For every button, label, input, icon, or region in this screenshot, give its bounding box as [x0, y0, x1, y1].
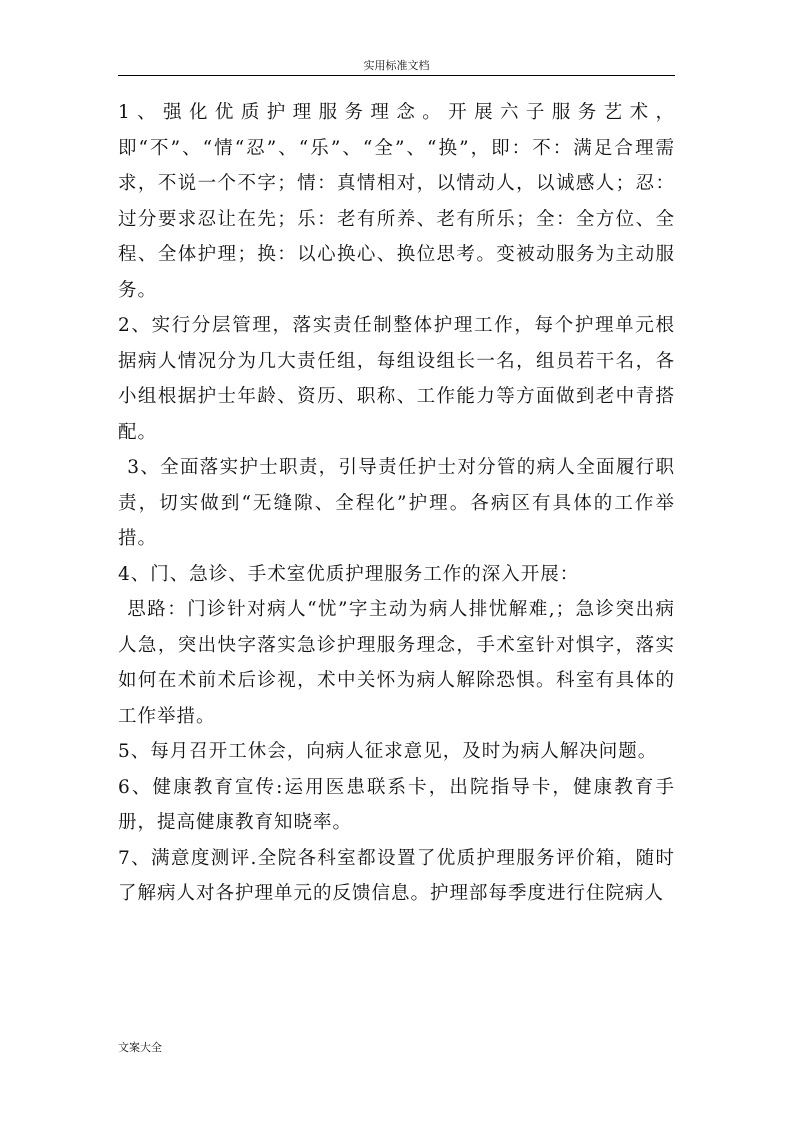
paragraph-5: 5、每月召开工休会，向病人征求意见，及时为病人解决问题。 — [118, 741, 658, 762]
page-header: 实用标准文档 — [363, 59, 430, 72]
paragraph-4: 4、门、急诊、手术室优质护理服务工作的深入开展： — [118, 563, 580, 585]
paragraph-7: 7、满意度测评.全院各科室都设置了优质护理服务评价箱，随时了解病人对各护理单元的反馈信息。护理部每季度进行住院病人 — [118, 847, 675, 904]
header-divider — [118, 75, 675, 76]
paragraph-1: 1、强化优质护理服务理念。开展六子服务艺术，即“不”、“情“忍”、“乐”、“全”、“换”，即：不：满足合理需求，不说一个不字；情：真情相对，以情动人，以诚感人；忍：过分要求忍让在先；乐：老有所养、老有所乐；全：全方位、全程、全体护理；换：以心换心、换位思考。变被动服务为主动服务。 — [118, 102, 675, 301]
document-body — [118, 95, 675, 912]
page-footer: 文案大全 — [118, 1041, 162, 1054]
paragraph-6: 6、健康教育宣传:运用医患联系卡，出院指导卡，健康教育手册，提高健康教育知晓率。 — [118, 776, 675, 833]
paragraph-2: 2、实行分层管理，落实责任制整体护理工作，每个护理单元根据病人情况分为几大责任组，每组设组长一名，组员若干名，各小组根据护士年龄、资历、职称、工作能力等方面做到老中青搭配。 — [118, 315, 675, 443]
paragraph-4-approach: 思路：门诊针对病人“忧”字主动为病人排忧解难,；急诊突出病人急，突出快字落实急诊护理服务理念，手术室针对惧字，落实如何在术前术后诊视，术中关怀为病人解除恐惧。科室有具体的工作举措。 — [118, 599, 675, 727]
paragraph-3: 3、全面落实护士职责，引导责任护士对分管的病人全面履行职责，切实做到“无缝隙、全程化”护理。各病区有具体的工作举措。 — [118, 457, 675, 549]
